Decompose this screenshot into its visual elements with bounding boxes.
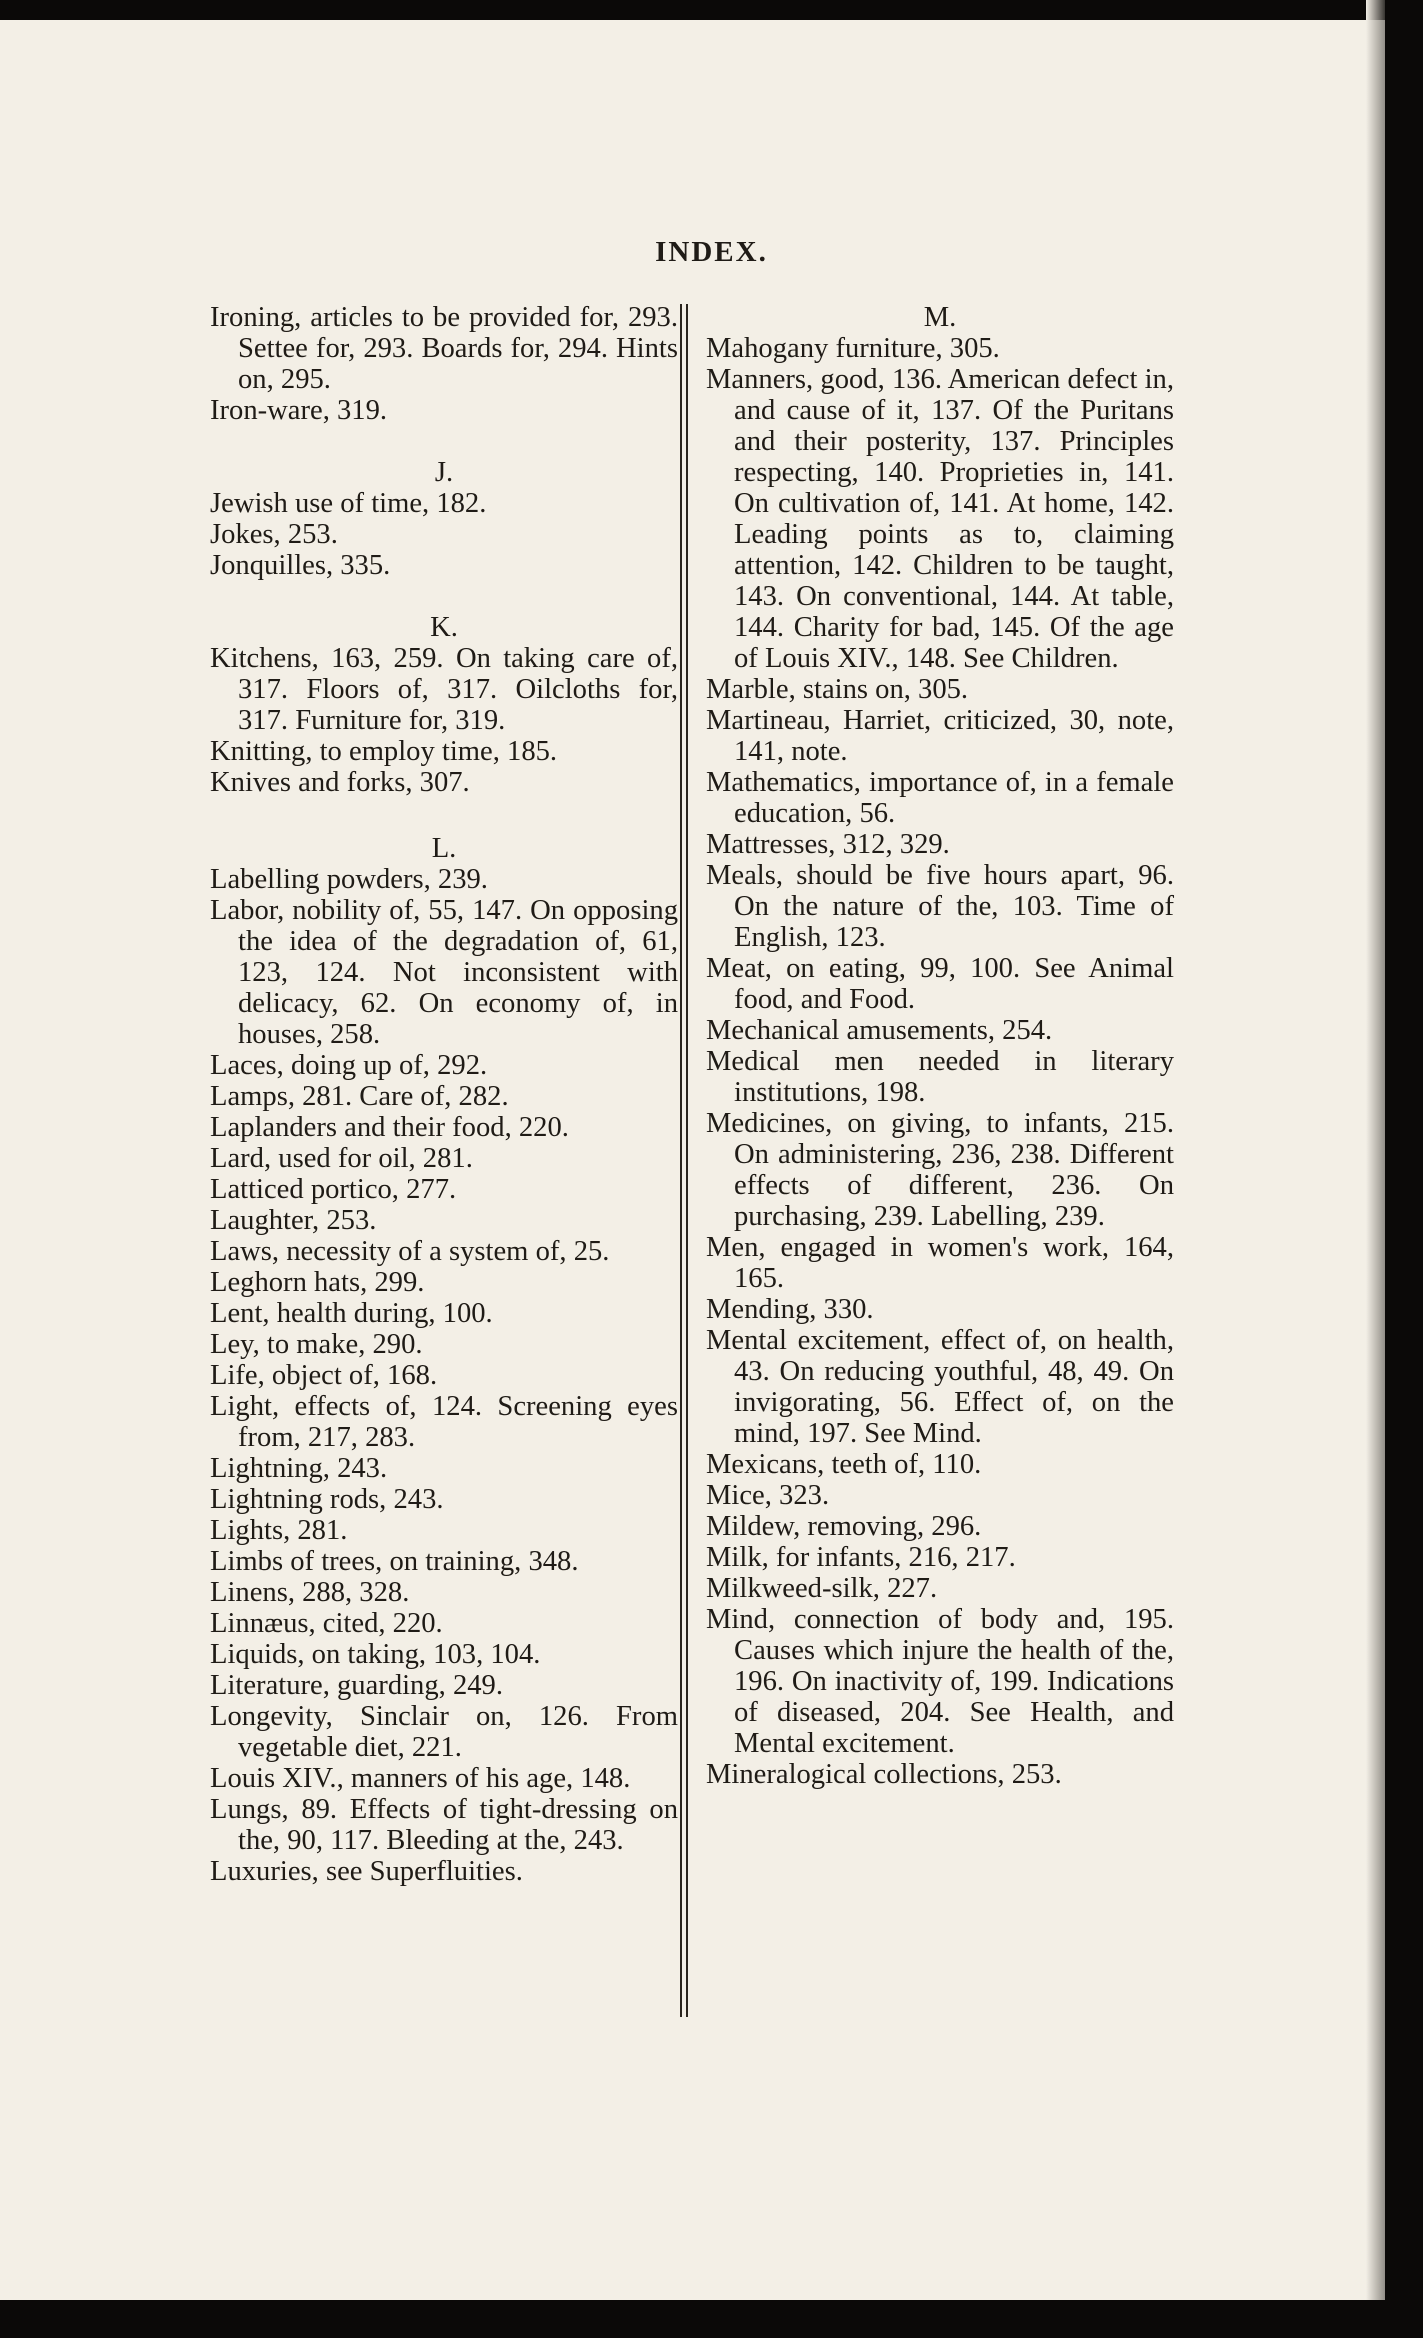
index-entry: Lungs, 89. Effects of tight-dressing on the, 90, 117. Bleeding at the, 243.: [210, 1794, 678, 1856]
index-entry: Mechanical amusements, 254.: [706, 1015, 1053, 1046]
index-entry: Mental excitement, effect of, on health, 43. On reducing youthful, 48, 49. On invigorating, 56. Effect of, on the mind, 197. See Mind.: [706, 1325, 1174, 1449]
scan-border-bottom: [0, 2300, 1423, 2338]
index-entry: Luxuries, see Superfluities.: [210, 1856, 523, 1887]
index-entry: Liquids, on taking, 103, 104.: [210, 1639, 541, 1670]
section-letter: J.: [434, 457, 454, 488]
index-entry: Martineau, Harriet, criticized, 30, note, 141, note.: [706, 705, 1174, 767]
index-entry: Jokes, 253.: [210, 519, 338, 550]
index-entry: Meat, on eating, 99, 100. See Animal food, and Food.: [706, 953, 1174, 1015]
scan-border-top: [0, 0, 1423, 20]
index-entry: Life, object of, 168.: [210, 1360, 438, 1391]
index-entry: Labor, nobility of, 55, 147. On opposing the idea of the degradation of, 61, 123, 124. Not inconsistent with delicacy, 62. On economy of, in houses, 258.: [210, 895, 678, 1050]
page-header: INDEX.: [655, 236, 768, 268]
index-entry: Longevity, Sinclair on, 126. From vegetable diet, 221.: [210, 1701, 678, 1763]
index-entry: Knives and forks, 307.: [210, 767, 470, 798]
index-entry: Medicines, on giving, to infants, 215. On administering, 236, 238. Different effects of different, 236. On purchasing, 239. Labelling, 239.: [706, 1108, 1174, 1232]
index-entry: Laces, doing up of, 292.: [210, 1050, 488, 1081]
index-entry: Meals, should be five hours apart, 96. On the nature of the, 103. Time of English, 123.: [706, 860, 1174, 953]
index-entry: Mice, 323.: [706, 1480, 830, 1511]
index-entry: Mending, 330.: [706, 1294, 874, 1325]
index-entry: Jonquilles, 335.: [210, 550, 391, 581]
index-entry: Linens, 288, 328.: [210, 1577, 410, 1608]
column-divider: [680, 304, 688, 2017]
index-entry: Louis XIV., manners of his age, 148.: [210, 1763, 631, 1794]
index-entry: Mineralogical collections, 253.: [706, 1759, 1062, 1790]
index-entry: Laws, necessity of a system of, 25.: [210, 1236, 610, 1267]
index-entry: Mathematics, importance of, in a female education, 56.: [706, 767, 1174, 829]
index-entry: Leghorn hats, 299.: [210, 1267, 425, 1298]
index-entry: Jewish use of time, 182.: [210, 488, 487, 519]
index-entry: Labelling powders, 239.: [210, 864, 488, 895]
index-entry: Laughter, 253.: [210, 1205, 377, 1236]
index-entry: Mattresses, 312, 329.: [706, 829, 950, 860]
index-entry: Lightning, 243.: [210, 1453, 388, 1484]
index-entry: Iron-ware, 319.: [210, 395, 388, 426]
index-entry: Ironing, articles to be provided for, 293. Settee for, 293. Boards for, 294. Hints on, 295.: [210, 302, 678, 395]
index-entry: Manners, good, 136. American defect in, and cause of it, 137. Of the Puritans and their posterity, 137. Principles respecting, 140. Proprieties in, 141. On cultivation of, 141. At home, 142. Leading points as to, claiming attention, 142. Children to be taught, 143. On conventional, 144. At table, 144. Charity for bad, 145. Of the age of Louis XIV., 148. See Children.: [706, 364, 1174, 674]
index-entry: Mexicans, teeth of, 110.: [706, 1449, 982, 1480]
index-entry: Medical men needed in literary institutions, 198.: [706, 1046, 1174, 1108]
index-entry: Light, effects of, 124. Screening eyes from, 217, 283.: [210, 1391, 678, 1453]
index-entry: Mahogany furniture, 305.: [706, 333, 1000, 364]
section-letter: M.: [923, 302, 957, 333]
index-entry: Milk, for infants, 216, 217.: [706, 1542, 1016, 1573]
index-entry: Milkweed-silk, 227.: [706, 1573, 938, 1604]
left-column: [210, 302, 678, 1887]
index-entry: Kitchens, 163, 259. On taking care of, 317. Floors of, 317. Oilcloths for, 317. Furniture for, 319.: [210, 643, 678, 736]
index-entry: Lent, health during, 100.: [210, 1298, 493, 1329]
index-entry: Mildew, removing, 296.: [706, 1511, 982, 1542]
index-entry: Mind, connection of body and, 195. Causes which injure the health of the, 196. On inactivity of, 199. Indications of diseased, 204. See Health, and Mental excitement.: [706, 1604, 1174, 1759]
index-entry: Laplanders and their food, 220.: [210, 1112, 569, 1143]
index-entry: Knitting, to employ time, 185.: [210, 736, 558, 767]
index-entry: Literature, guarding, 249.: [210, 1670, 503, 1701]
section-letter: K.: [430, 612, 458, 643]
index-entry: Marble, stains on, 305.: [706, 674, 969, 705]
index-entry: Lights, 281.: [210, 1515, 348, 1546]
index-entry: Linnæus, cited, 220.: [210, 1608, 443, 1639]
index-entry: Lamps, 281. Care of, 282.: [210, 1081, 509, 1112]
index-entry: Latticed portico, 277.: [210, 1174, 457, 1205]
index-entry: Men, engaged in women's work, 164, 165.: [706, 1232, 1174, 1294]
right-column: [706, 302, 1174, 1790]
index-entry: Lightning rods, 243.: [210, 1484, 444, 1515]
index-entry: Lard, used for oil, 281.: [210, 1143, 473, 1174]
index-entry: Limbs of trees, on training, 348.: [210, 1546, 579, 1577]
scan-border-right: [1385, 0, 1423, 2338]
section-letter: L.: [431, 833, 457, 864]
index-entry: Ley, to make, 290.: [210, 1329, 423, 1360]
